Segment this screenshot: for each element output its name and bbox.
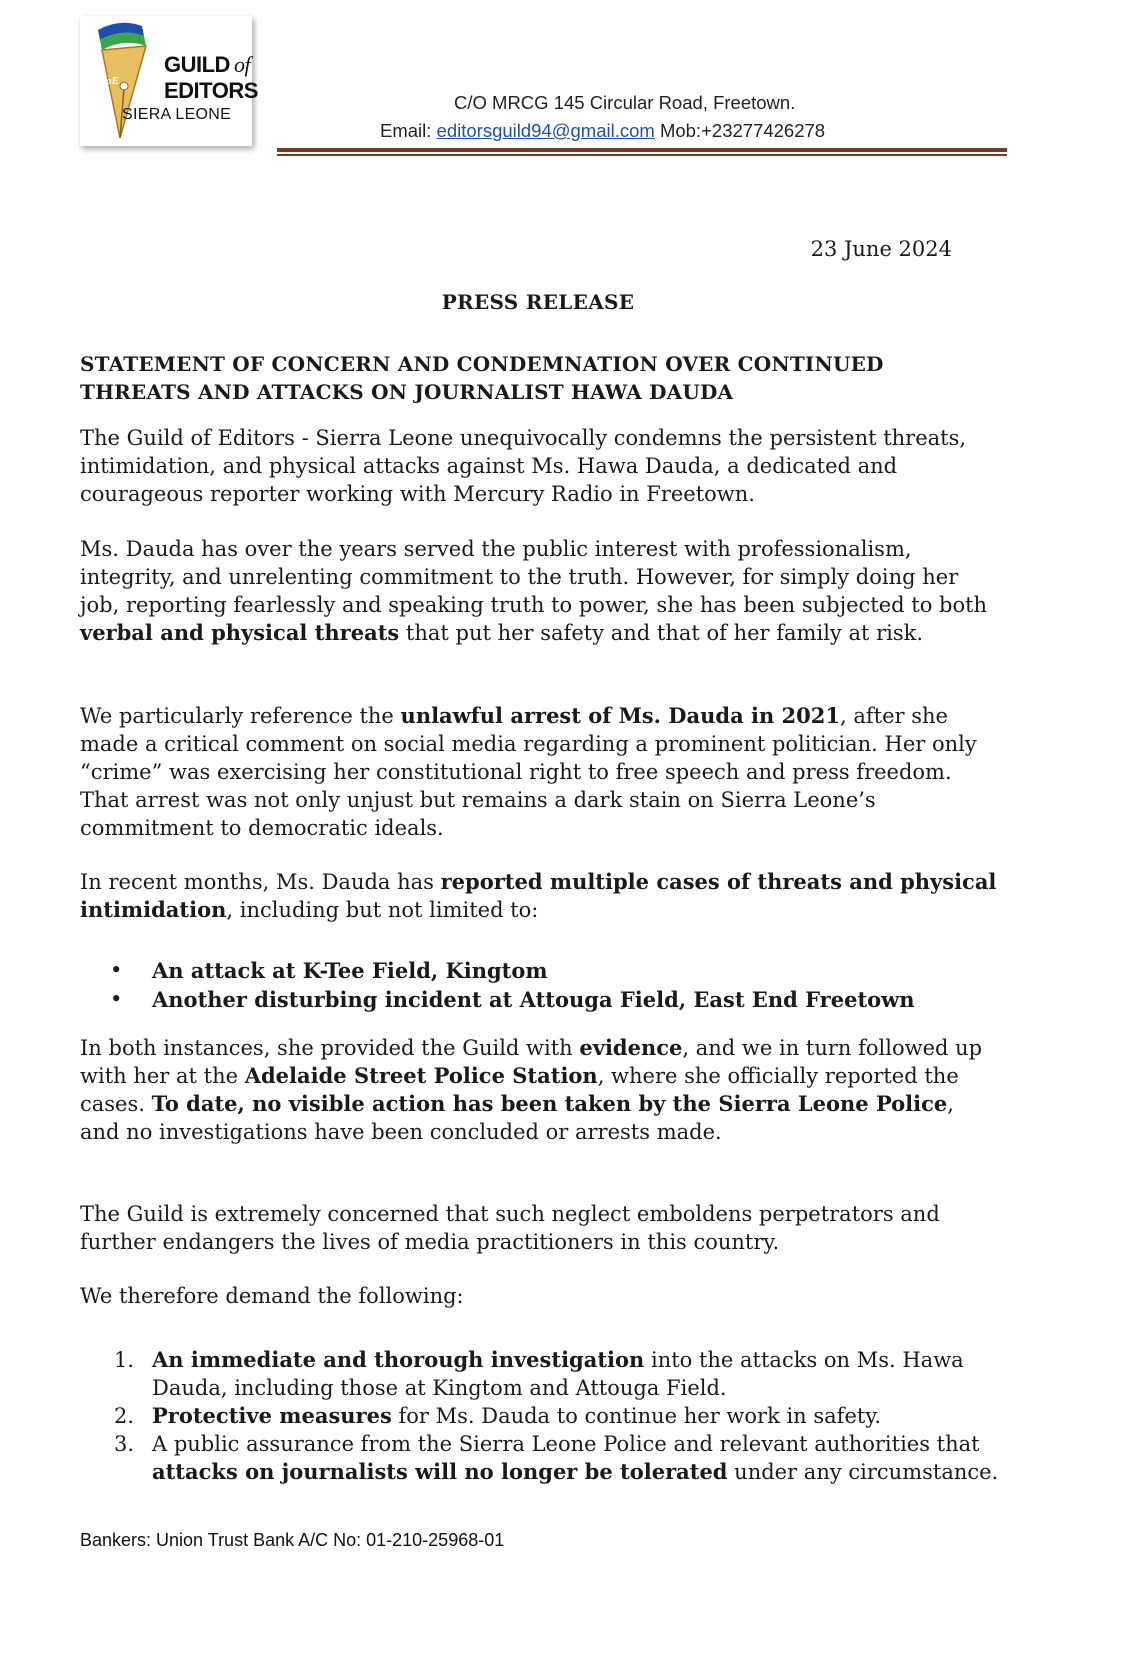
letterhead-rule-thick bbox=[277, 148, 1007, 152]
letterhead-email-line bbox=[380, 120, 900, 142]
letterhead-rule-thin bbox=[277, 154, 1007, 156]
paragraph-police-inaction: In both instances, she provided the Guild with evidence, and we in turn followed up with her at the Adelaide Street Police Station, where she officially reported the cases. To date, no visible action has been taken by the Sierra Leone Police, and no investigations have been concluded or arrests made. bbox=[80, 1035, 983, 1144]
guild-logo bbox=[80, 16, 258, 146]
list-item: 1. An immediate and thorough investigation into the attacks on Ms. Hawa Dauda, including those at Kingtom and Attouga Field. bbox=[114, 1347, 964, 1400]
letterhead-contact bbox=[380, 92, 900, 142]
incident-list bbox=[80, 956, 1000, 1014]
paragraph-arrest: We particularly reference the unlawful arrest of Ms. Dauda in 2021, after she made a critical comment on social media regarding a prominent politician. Her only “crime” was exercising her constitutional right to free speech and press freedom. That arrest was not only unjust but remains a dark stain on Sierra Leone’s commitment to democratic ideals. bbox=[80, 703, 977, 840]
paragraph-background: Ms. Dauda has over the years served the public interest with professionalism, integrity, and unrelenting commitment to the truth. However, for simply doing her job, reporting fearlessly and speaking truth to power, she has been subjected to both verbal and physical threats that put her safety and that of her family at risk. bbox=[80, 537, 988, 645]
letterhead-address: C/O MRCG 145 Circular Road, Freetown. bbox=[454, 92, 796, 113]
paragraph-demand-intro: We therefore demand the following: bbox=[80, 1284, 464, 1308]
bullet-icon: • bbox=[110, 958, 123, 982]
list-item: 2. Protective measures for Ms. Dauda to continue her work in safety. bbox=[114, 1403, 882, 1428]
paragraph-intro: The Guild of Editors - Sierra Leone unequivocally condemns the persistent threats, intimidation, and physical attacks against Ms. Hawa Dauda, a dedicated and courageous reporter working with Mercury Radio in Freetown. bbox=[80, 426, 967, 506]
paragraph-recent-cases: In recent months, Ms. Dauda has reported multiple cases of threats and physical intimidation, including but not limited to: bbox=[80, 869, 997, 922]
logo-line-country: SIERA LEONE bbox=[122, 106, 232, 123]
email-link[interactable]: editorsguild94@gmail.com bbox=[436, 120, 655, 141]
release-date: 23 June 2024 bbox=[810, 237, 952, 261]
list-item: • Another disturbing incident at Attouga Field, East End Freetown bbox=[110, 987, 915, 1012]
paragraph-concern: The Guild is extremely concerned that such neglect emboldens perpetrators and further endangers the lives of media practitioners in this country. bbox=[80, 1202, 940, 1254]
list-item: 3. A public assurance from the Sierra Leone Police and relevant authorities that attacks on journalists will no longer be tolerated under any circumstance. bbox=[114, 1432, 999, 1484]
statement-headline: STATEMENT OF CONCERN AND CONDEMNATION OVER CONTINUED THREATS AND ATTACKS ON JOURNALIST HAWA DAUDA bbox=[80, 352, 884, 404]
email-label: Email: bbox=[380, 120, 432, 141]
demands-list bbox=[80, 1346, 1000, 1486]
logo-monogram: GoE bbox=[98, 75, 119, 87]
list-item: • An attack at K-Tee Field, Kingtom bbox=[110, 958, 548, 983]
footer-bank-details: Bankers: Union Trust Bank A/C No: 01-210-25968-01 bbox=[80, 1530, 505, 1550]
press-release-title: PRESS RELEASE bbox=[441, 290, 635, 314]
mobile-number: Mob:+23277426278 bbox=[659, 120, 826, 141]
bullet-icon: • bbox=[110, 987, 123, 1011]
logo-line-guild: GUILD of bbox=[164, 52, 251, 77]
logo-line-editors: EDITORS bbox=[164, 78, 258, 103]
